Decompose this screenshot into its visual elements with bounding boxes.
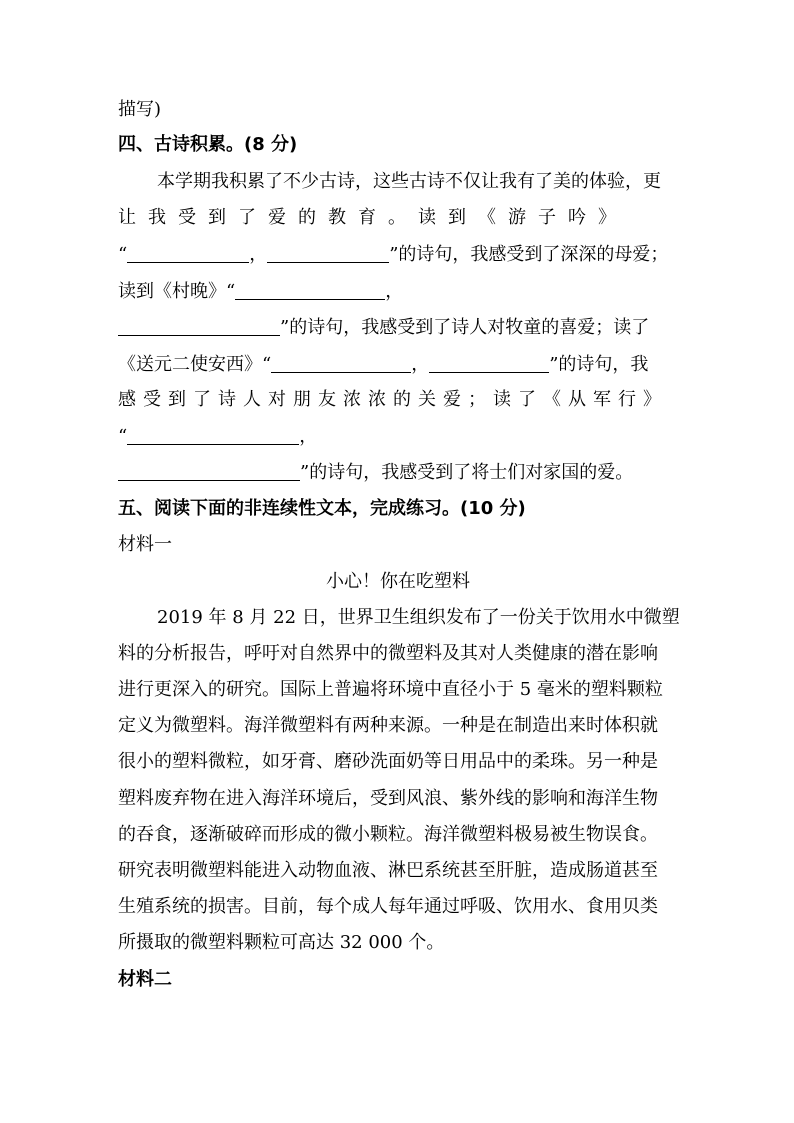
- comma: ，: [249, 244, 268, 265]
- fill-in-line: [118, 461, 678, 485]
- material-label-2: 材料二: [118, 969, 172, 990]
- article-title: 小心！你在吃塑料: [326, 571, 470, 592]
- text-line: 描写): [118, 99, 162, 120]
- section-heading-5: 五、阅读下面的非连续性文本，完成练习。(10 分): [118, 498, 526, 519]
- paragraph-line: 所摄取的微塑料颗粒可高达 32 000 个。: [118, 932, 445, 953]
- fill-in-line: [118, 353, 678, 377]
- fill-in-line: [118, 316, 678, 340]
- answer-blank[interactable]: [429, 354, 549, 373]
- comma: ，: [299, 426, 318, 447]
- section-heading-4: 四、古诗积累。(8 分): [118, 134, 298, 155]
- answer-blank[interactable]: [271, 354, 411, 373]
- paragraph-line: 料的分析报告，呼吁对自然界中的微塑料及其对人类健康的潜在影响: [118, 643, 658, 664]
- answer-blank[interactable]: [118, 317, 280, 336]
- paragraph-line: 2019 年 8 月 22 日，世界卫生组织发布了一份关于饮用水中微塑: [157, 607, 680, 628]
- paragraph-line: 生殖系统的损害。目前，每个成人每年通过呼吸、饮用水、食用贝类: [118, 896, 658, 917]
- answer-blank[interactable]: [127, 244, 249, 263]
- comma: ，: [411, 354, 430, 375]
- answer-blank[interactable]: [235, 281, 385, 300]
- text-span: 《送元二使安西》“: [118, 354, 272, 375]
- text-span: 读到《村晚》“: [118, 281, 236, 302]
- answer-blank[interactable]: [127, 426, 299, 445]
- text-line: 感受到了诗人对朋友浓浓的关爱；读了《从军行》: [118, 389, 668, 410]
- comma: ，: [385, 281, 404, 302]
- quote-mark: “: [118, 426, 128, 447]
- text-span: ”的诗句，我: [549, 354, 649, 375]
- paragraph-line: 进行更深入的研究。国际上普遍将环境中直径小于 5 毫米的塑料颗粒: [118, 679, 663, 700]
- text-span: ”的诗句，我感受到了深深的母爱；: [389, 244, 669, 265]
- material-label-1: 材料一: [118, 534, 172, 555]
- paragraph-line: 很小的塑料微粒，如牙膏、磨砂洗面奶等日用品中的柔珠。另一种是: [118, 751, 658, 772]
- fill-in-line: [118, 425, 678, 449]
- text-line: 让我受到了爱的教育。读到《游子吟》: [118, 207, 628, 228]
- answer-blank[interactable]: [267, 244, 389, 263]
- paragraph-line: 塑料废弃物在进入海洋环境后，受到风浪、紫外线的影响和海洋生物: [118, 788, 658, 809]
- fill-in-line: [118, 280, 678, 304]
- text-line: 本学期我积累了不少古诗，这些古诗不仅让我有了美的体验，更: [157, 171, 661, 192]
- answer-blank[interactable]: [118, 462, 300, 481]
- paragraph-line: 的吞食，逐渐破碎而形成的微小颗粒。海洋微塑料极易被生物误食。: [118, 824, 658, 845]
- text-span: ”的诗句，我感受到了诗人对牧童的喜爱；读了: [280, 317, 650, 338]
- quote-mark: “: [118, 244, 128, 265]
- text-span: ”的诗句，我感受到了将士们对家国的爱。: [300, 462, 634, 483]
- fill-in-line: [118, 243, 678, 267]
- paragraph-line: 研究表明微塑料能进入动物血液、淋巴系统甚至肝脏，造成肠道甚至: [118, 860, 658, 881]
- paragraph-line: 定义为微塑料。海洋微塑料有两种来源。一种是在制造出来时体积就: [118, 715, 658, 736]
